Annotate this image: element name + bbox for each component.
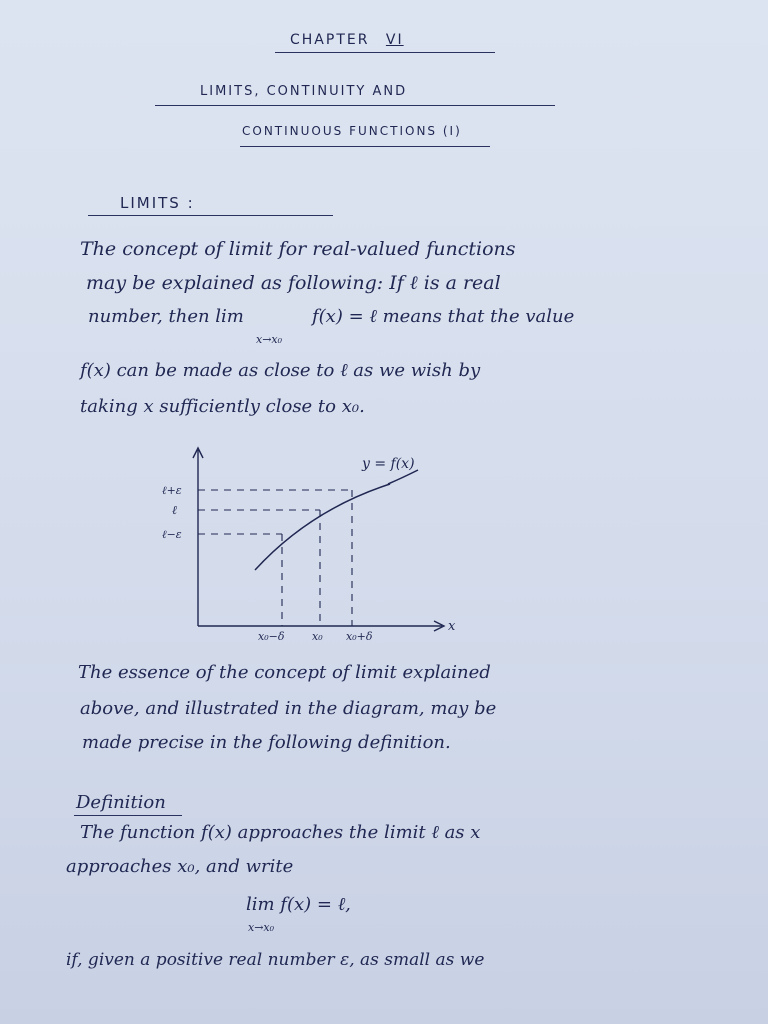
essence-line-3: made precise in the following definition. <box>82 732 451 753</box>
intro-line-1: The concept of limit for real-valued functions <box>80 238 516 260</box>
definition-formula: lim f(x) = ℓ, <box>246 894 351 915</box>
curve-label: y = f(x) <box>362 456 415 472</box>
title-underline-1 <box>155 105 555 106</box>
intro-line-4: f(x) can be made as close to ℓ as we wish by <box>80 360 481 381</box>
function-curve <box>255 470 418 570</box>
chapter-label <box>290 32 404 48</box>
intro-line-3a: number, then lim <box>88 306 244 327</box>
essence-line-1: The essence of the concept of limit explained <box>78 662 491 683</box>
title-underline-2 <box>240 146 490 147</box>
chapter-underline <box>275 52 495 53</box>
intro-line-5: taking x sufficiently close to x₀. <box>80 396 365 417</box>
y-label-lower: ℓ−ε <box>162 528 182 541</box>
x-label-right: x₀+δ <box>346 630 373 643</box>
definition-formula-subscript: x→x₀ <box>248 921 275 934</box>
definition-line-3: if, given a positive real number ε, as small as we <box>66 950 485 970</box>
definition-underline <box>74 815 182 816</box>
definition-line-2: approaches x₀, and write <box>66 856 294 877</box>
essence-line-2: above, and illustrated in the diagram, may be <box>80 698 497 719</box>
definition-line-1: The function f(x) approaches the limit ℓ as x <box>80 822 481 843</box>
x-axis-label: x <box>448 619 456 634</box>
chapter-word: CHAPTER <box>290 32 370 48</box>
intro-lim-subscript: x→x₀ <box>256 333 283 346</box>
title-line-2: CONTINUOUS FUNCTIONS (I) <box>242 124 462 138</box>
definition-heading: Definition <box>76 792 166 813</box>
section-underline <box>88 215 333 216</box>
y-label-mid: ℓ <box>172 503 177 517</box>
x-label-mid: x₀ <box>312 630 323 643</box>
limit-diagram <box>150 440 480 655</box>
chapter-number: VI <box>385 32 404 48</box>
x-label-left: x₀−δ <box>258 630 285 643</box>
y-label-upper: ℓ+ε <box>162 484 182 497</box>
intro-line-2: may be explained as following: If ℓ is a real <box>86 272 501 294</box>
intro-line-3b: f(x) = ℓ means that the value <box>312 306 575 327</box>
section-heading: LIMITS : <box>120 194 195 212</box>
title-line-1: LIMITS, CONTINUITY AND <box>200 84 408 99</box>
